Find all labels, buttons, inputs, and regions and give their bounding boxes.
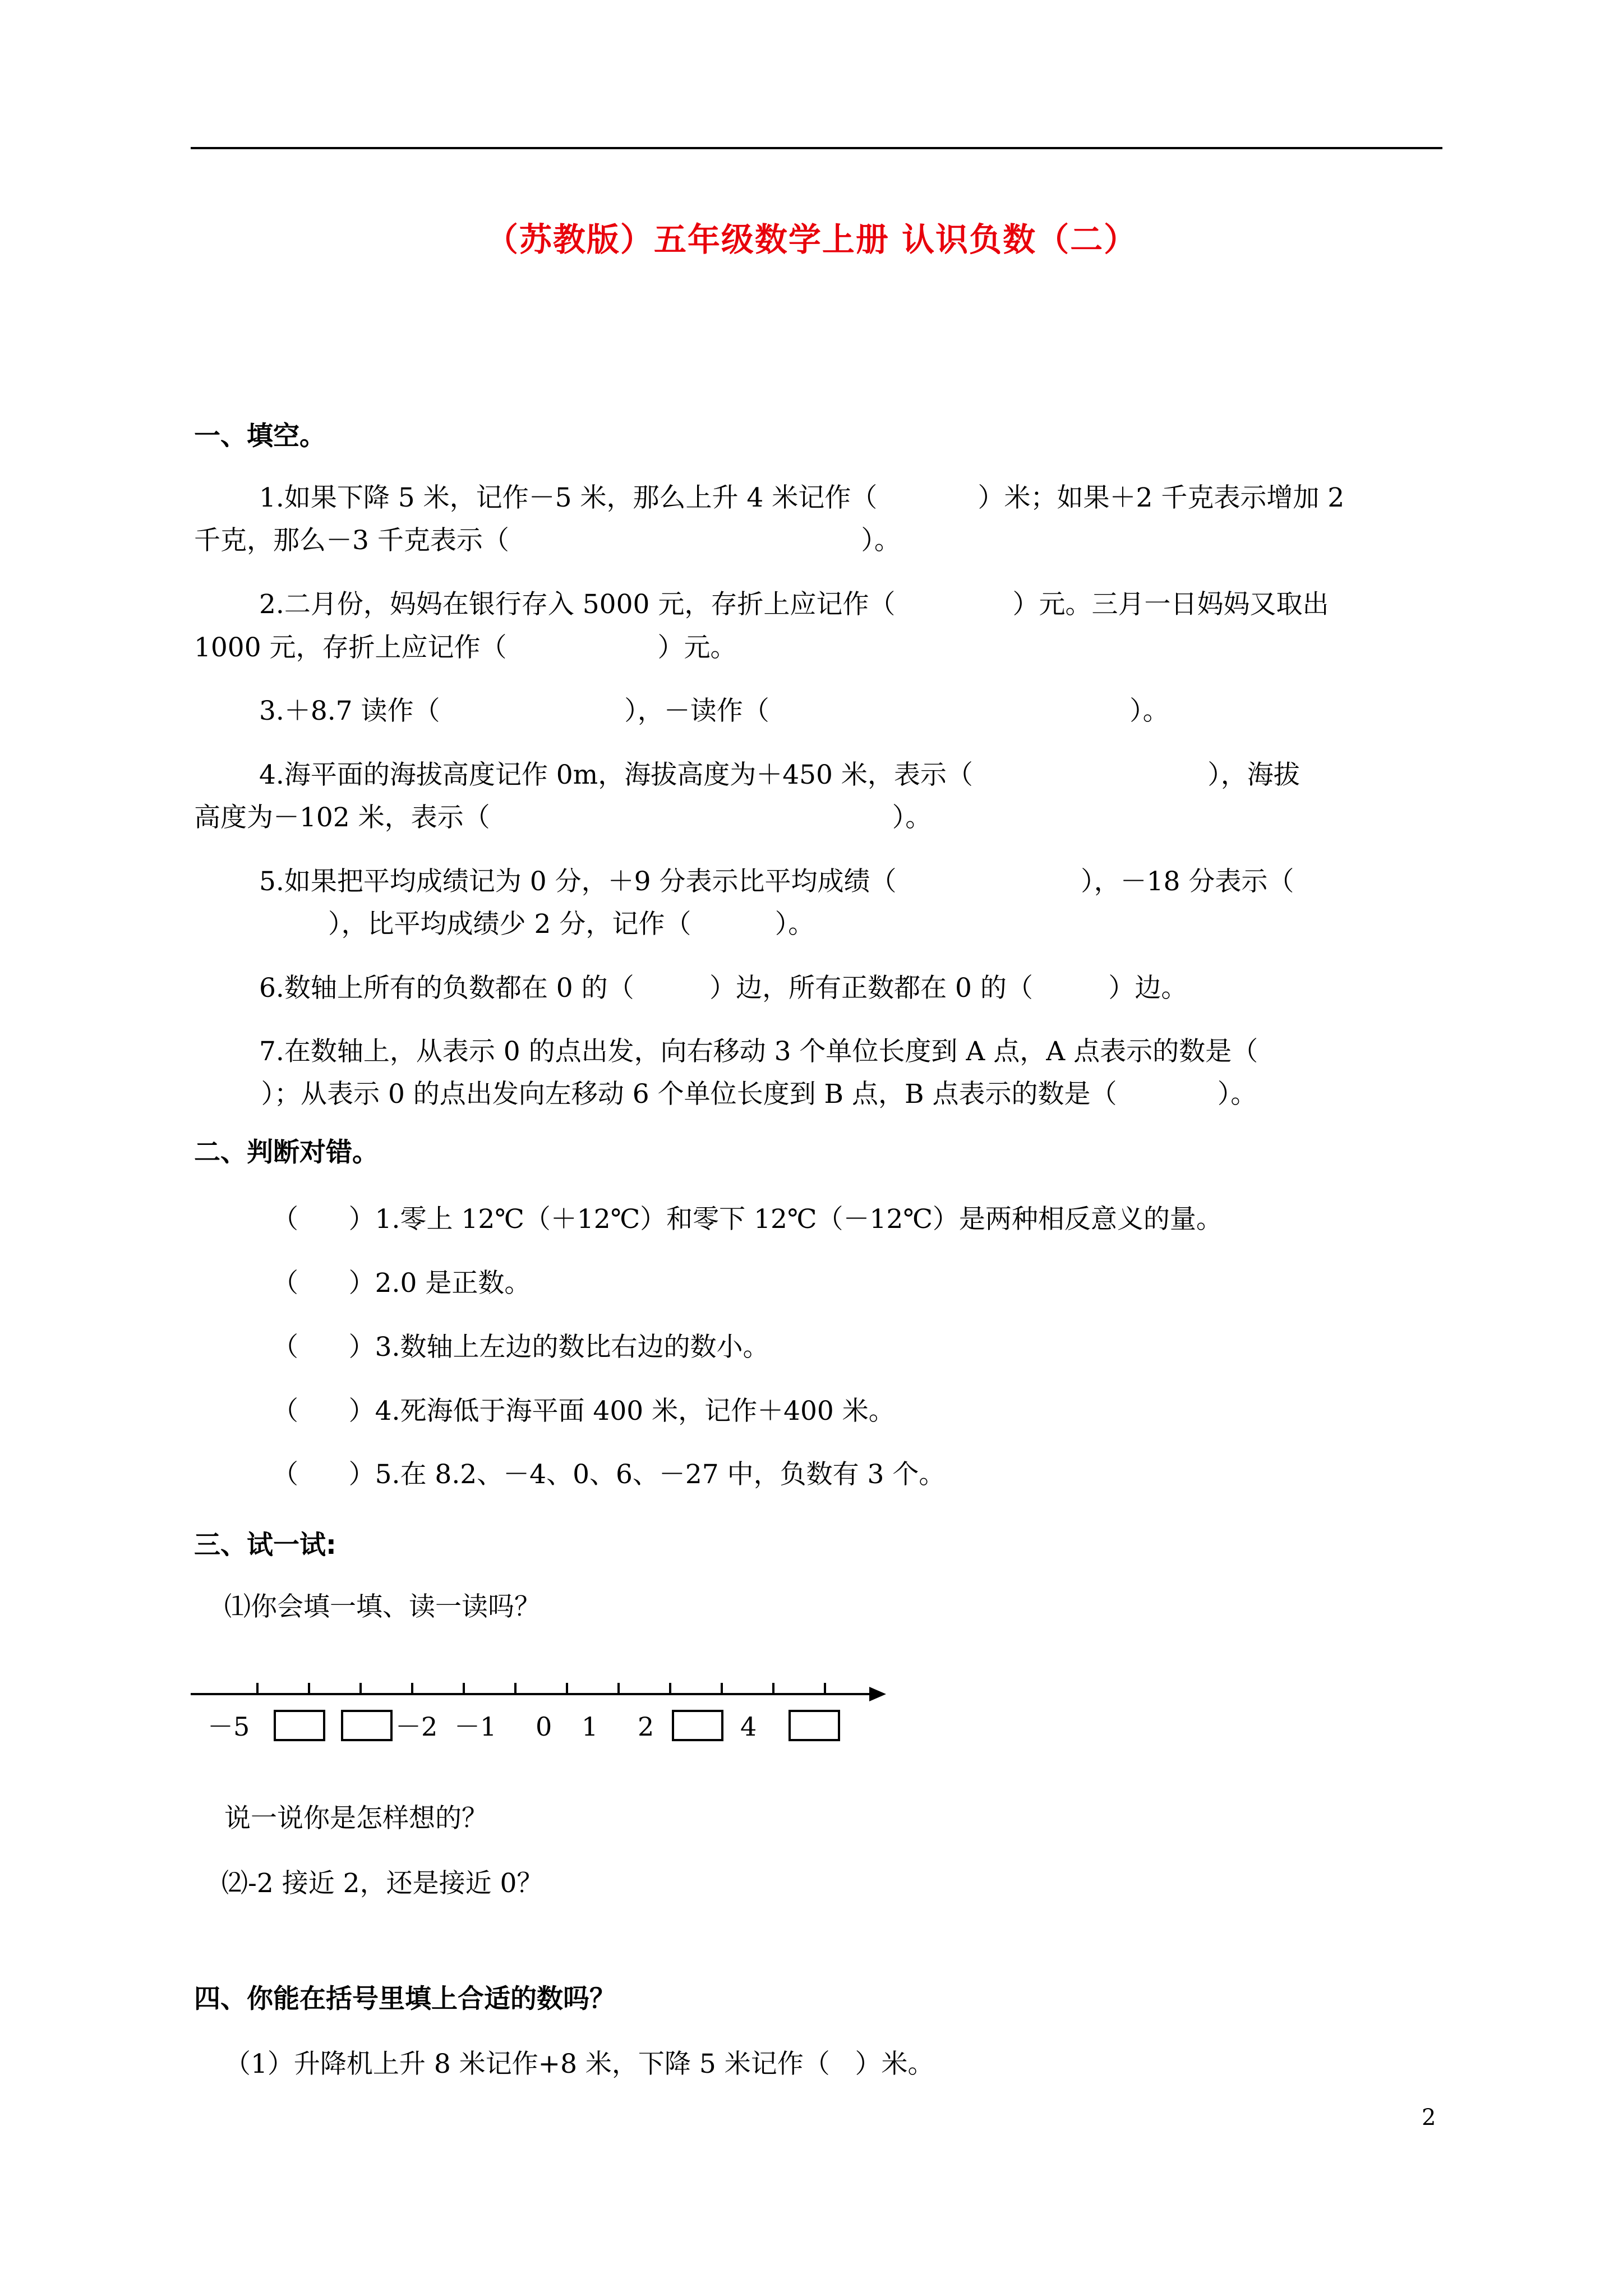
- section3-heading: 三、试一试:: [194, 1530, 336, 1561]
- section4-heading: 四、你能在括号里填上合适的数吗？: [194, 1984, 616, 2014]
- s2-item-4: （ ）4.死海低于海平面 400 米，记作＋400 米。: [272, 1396, 895, 1427]
- s2-item-1: （ ）1.零上 12℃（＋12℃）和零下 12℃（－12℃）是两种相反意义的量。: [272, 1204, 1223, 1235]
- answer-box-4: [790, 1711, 839, 1740]
- section1-heading: 一、填空。: [194, 421, 326, 452]
- s1-line-5: 3.＋8.7 读作（ ），－读作（ ）。: [259, 696, 1169, 726]
- s3-prompt: 说一说你是怎样想的？: [224, 1803, 488, 1834]
- tick-label-2: 2: [638, 1711, 654, 1742]
- header-rule: [191, 147, 1442, 149]
- s1-line-1: 1.如果下降 5 米，记作－5 米，那么上升 4 米记作（ ）米；如果＋2 千克表示增加 2: [259, 482, 1345, 513]
- s1-line-3: 2.二月份，妈妈在银行存入 5000 元，存折上应记作（ ）元。三月一日妈妈又取出: [259, 589, 1329, 620]
- number-line-ticks: [257, 1683, 825, 1694]
- answer-box-2: [342, 1711, 391, 1740]
- s1-line-9: ），比平均成绩少 2 分，记作（ ）。: [194, 909, 815, 940]
- s1-line-11: 7.在数轴上，从表示 0 的点出发，向右移动 3 个单位长度到 A 点，A 点表示的数是（: [259, 1036, 1258, 1067]
- s2-item-3: （ ）3.数轴上左边的数比右边的数小。: [272, 1332, 769, 1363]
- page-number: 2: [1422, 2105, 1436, 2131]
- tick-label-0: 0: [536, 1711, 552, 1742]
- s1-line-8: 5.如果把平均成绩记为 0 分，＋9 分表示比平均成绩（ ），－18 分表示（: [259, 866, 1294, 897]
- number-line-arrow: [869, 1687, 886, 1701]
- s1-line-2: 千克，那么－3 千克表示（ ）。: [194, 525, 901, 556]
- tick-label-neg2: －2: [395, 1711, 438, 1742]
- s2-item-5: （ ）5.在 8.2、－4、0、6、－27 中，负数有 3 个。: [272, 1459, 946, 1490]
- s3-question-2: ⑵-2 接近 2，还是接近 0？: [222, 1868, 543, 1899]
- tick-label-neg5: －5: [208, 1711, 250, 1742]
- tick-label-neg1: －1: [454, 1711, 497, 1742]
- s1-line-12: ）；从表示 0 的点出发向左移动 6 个单位长度到 B 点，B 点表示的数是（ ）。: [194, 1079, 1257, 1110]
- answer-box-1: [275, 1711, 324, 1740]
- number-line: [191, 1666, 920, 1767]
- s1-line-4: 1000 元，存折上应记作（ ）元。: [194, 632, 737, 663]
- page-title: （苏教版）五年级数学上册 认识负数（二）: [485, 220, 1138, 259]
- tick-label-1: 1: [582, 1711, 598, 1742]
- s1-line-6: 4.海平面的海拔高度记作 0m，海拔高度为＋450 米，表示（ ），海拔: [259, 760, 1300, 790]
- s1-line-10: 6.数轴上所有的负数都在 0 的（ ）边，所有正数都在 0 的（ ）边。: [259, 973, 1188, 1004]
- answer-box-3: [673, 1711, 722, 1740]
- s1-line-7: 高度为－102 米，表示（ ）。: [194, 802, 932, 833]
- s3-question-1: ⑴你会填一填、读一读吗？: [224, 1591, 541, 1622]
- tick-label-4: 4: [740, 1711, 757, 1742]
- s4-question-1: （1）升降机上升 8 米记作+8 米，下降 5 米记作（ ）米。: [224, 2049, 934, 2079]
- section2-heading: 二、判断对错。: [194, 1137, 379, 1168]
- s2-item-2: （ ）2.0 是正数。: [272, 1268, 531, 1299]
